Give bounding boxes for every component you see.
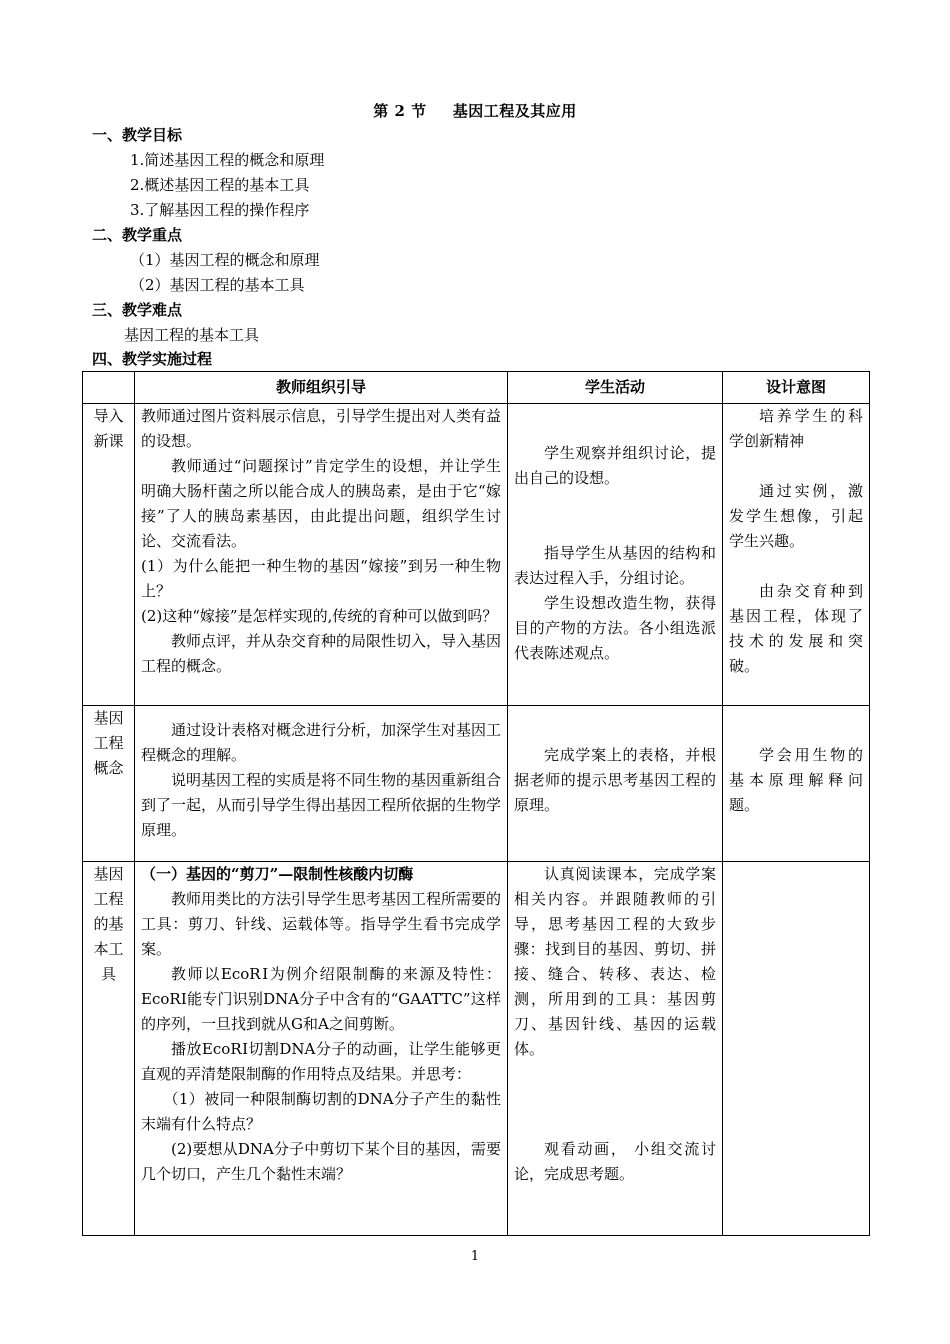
section-number: 第 2 节: [373, 102, 427, 120]
intent-text: 由杂交育种到基因工程，体现了技术的发展和突破。: [729, 582, 863, 675]
heading-goals: 一、教学目标: [92, 126, 183, 144]
stage-cell: [83, 706, 135, 862]
intent-cell: [723, 404, 870, 706]
student-text: 观看动画， 小组交流讨论，完成思考题。: [514, 1140, 716, 1183]
heading-key-points: 二、教学重点: [92, 226, 183, 244]
intent-text: 培养学生的科学创新精神: [729, 407, 863, 450]
stage-label: 概念: [93, 759, 124, 777]
teacher-cell: [135, 862, 508, 1236]
key-point-item: （1）基因工程的概念和原理: [130, 251, 320, 269]
stage-label: 基因: [93, 865, 124, 883]
student-text: 学生观察并组织讨论，提出自己的设想。: [514, 444, 716, 487]
stage-label: 工程: [93, 734, 124, 752]
student-text: 指导学生从基因的结构和表达过程入手，分组讨论。: [514, 544, 716, 587]
intent-cell: [723, 862, 870, 1236]
teacher-cell: [135, 404, 508, 706]
page-title: [0, 100, 950, 121]
teacher-text: (2)这种“嫁接”是怎样实现的,传统的育种可以做到吗？: [141, 607, 498, 625]
student-text: 认真阅读课本，完成学案相关内容。并跟随教师的引导，思考基因工程的大致步骤：找到目的基因、剪切、拼接、缝合、转移、表达、检测，所用到的工具：基因剪刀、基因针线、基因的运载体。: [514, 865, 716, 1058]
student-cell: [508, 862, 723, 1236]
stage-label: 导入: [93, 407, 124, 425]
heading-process: 四、教学实施过程: [92, 350, 213, 368]
goal-item: 2.概述基因工程的基本工具: [130, 176, 310, 194]
stage-label: 具: [100, 965, 116, 983]
intent-text: 通过实例，激发学生想像，引起学生兴趣。: [729, 482, 863, 550]
stage-cell: [83, 862, 135, 1236]
section-title: 基因工程及其应用: [452, 102, 577, 120]
goal-item: 1.简述基因工程的概念和原理: [130, 151, 325, 169]
teacher-text: 播放EcoRⅠ切割DNA分子的动画，让学生能够更直观的弄清楚限制酶的作用特点及结果。并思考：: [141, 1040, 501, 1083]
stage-label: 工程: [93, 890, 124, 908]
tool-heading: （一）基因的“剪刀”—限制性核酸内切酶: [141, 865, 414, 883]
teacher-text: 教师通过“问题探讨”肯定学生的设想，并让学生明确大肠杆菌之所以能合成人的胰岛素，是由于它“嫁接”了人的胰岛素基因，由此提出问题，组织学生讨论、交流看法。: [141, 457, 501, 550]
heading-difficulties: 三、教学难点: [92, 301, 183, 319]
teacher-cell: [135, 706, 508, 862]
student-text: 完成学案上的表格，并根据老师的提示思考基因工程的原理。: [514, 746, 716, 814]
student-text: 学生设想改造生物，获得目的产物的方法。各小组选派代表陈述观点。: [514, 594, 716, 662]
intent-text: 学会用生物的基本原理解释问题。: [729, 746, 863, 814]
teacher-text: 教师用类比的方法引导学生思考基因工程所需要的工具：剪刀、针线、运载体等。指导学生看书完成学案。: [141, 890, 502, 958]
stage-cell: [83, 404, 135, 706]
table-row: [83, 404, 870, 706]
page-number: 1: [470, 1249, 480, 1264]
intent-cell: [723, 706, 870, 862]
header-stage: [83, 372, 135, 404]
table-header-row: [83, 372, 870, 404]
goal-item: 3.了解基因工程的操作程序: [130, 201, 310, 219]
teacher-text: （1）被同一种限制酶切割的DNA分子产生的黏性末端有什么特点？: [141, 1090, 501, 1133]
student-cell: [508, 404, 723, 706]
teacher-text: (1）为什么能把一种生物的基因“嫁接”到另一种生物上？: [141, 557, 501, 600]
stage-label: 本工: [93, 940, 124, 958]
table-row: [83, 706, 870, 862]
difficulty-item: 基因工程的基本工具: [124, 326, 260, 344]
student-cell: [508, 706, 723, 862]
stage-label: 的基: [93, 915, 124, 933]
teacher-text: 教师以EcoRⅠ为例介绍限制酶的来源及特性：EcoRⅠ能专门识别DNA分子中含有的“GAATTC”这样的序列，一旦找到就从G和A之间剪断。: [141, 965, 501, 1033]
header-teacher: 教师组织引导: [135, 372, 508, 404]
teacher-text: 说明基因工程的实质是将不同生物的基因重新组合到了一起，从而引导学生得出基因工程所依据的生物学原理。: [141, 771, 502, 839]
stage-label: 基因: [93, 709, 124, 727]
teacher-text: 通过设计表格对概念进行分析，加深学生对基因工程概念的理解。: [141, 721, 502, 764]
teacher-text: 教师通过图片资料展示信息，引导学生提出对人类有益的设想。: [141, 407, 502, 450]
teaching-process-table: [82, 371, 870, 1236]
teacher-text: (2)要想从DNA分子中剪切下某个目的基因，需要几个切口，产生几个黏性末端？: [141, 1140, 501, 1183]
stage-label: 新课: [93, 432, 124, 450]
header-intent: 设计意图: [723, 372, 870, 404]
header-student: 学生活动: [508, 372, 723, 404]
table-row: [83, 862, 870, 1236]
key-point-item: （2）基因工程的基本工具: [130, 276, 305, 294]
teacher-text: 教师点评，并从杂交育种的局限性切入，导入基因工程的概念。: [141, 632, 502, 675]
